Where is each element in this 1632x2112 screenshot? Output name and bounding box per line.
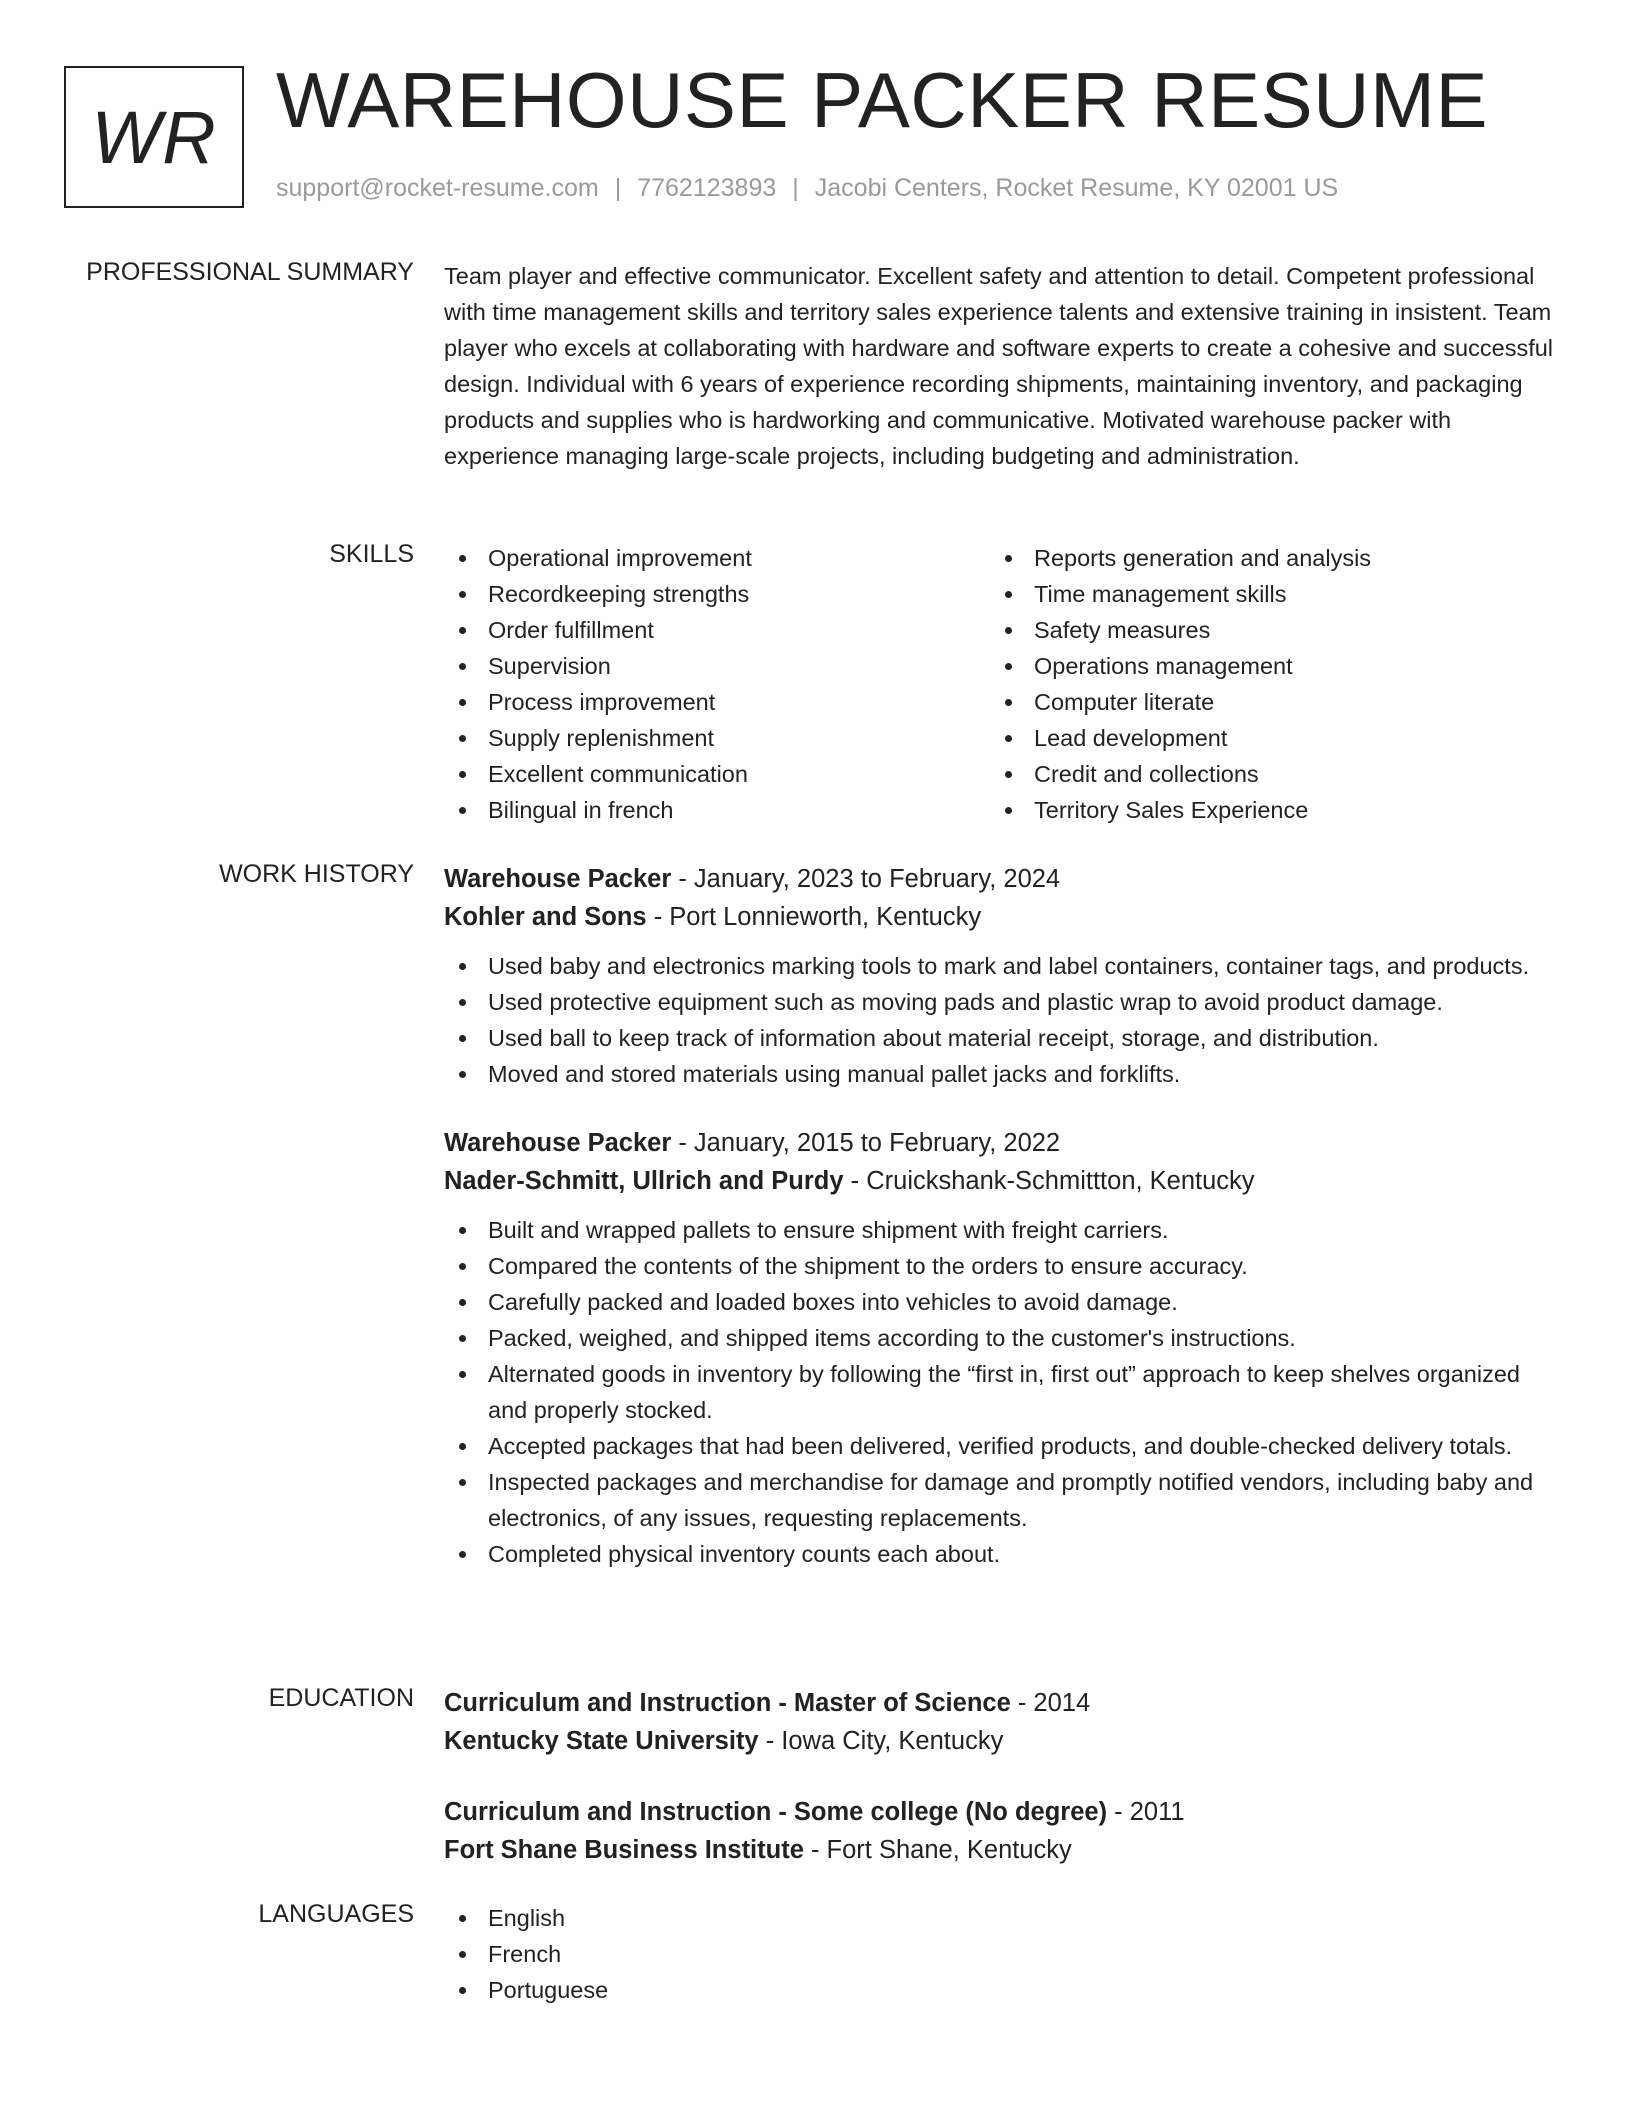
education-school-line <box>444 1831 1554 1869</box>
contact-separator: | <box>614 174 622 202</box>
skill-item: Credit and collections <box>990 756 1536 792</box>
contact-email[interactable]: support@rocket-resume.com <box>276 174 599 202</box>
skill-item: Process improvement <box>444 684 990 720</box>
education-degree-line <box>444 1684 1554 1722</box>
monogram-text: WR <box>91 95 217 179</box>
job-bullet: Accepted packages that had been delivered, verified products, and double-checked delivery totals. <box>444 1428 1554 1464</box>
languages-list <box>444 1900 1554 2008</box>
skill-item: Computer literate <box>990 684 1536 720</box>
job-title: Warehouse Packer <box>444 865 672 893</box>
contact-separator: | <box>792 174 799 202</box>
job-bullet: Compared the contents of the shipment to the orders to ensure accuracy. <box>444 1248 1554 1284</box>
job-company-line <box>444 1162 1554 1200</box>
job-bullet: Alternated goods in inventory by following the “first in, first out” approach to keep shelves organized and properly stocked. <box>444 1356 1554 1428</box>
job-bullet: Packed, weighed, and shipped items according to the customer's instructions. <box>444 1320 1554 1356</box>
language-item: French <box>444 1936 1554 1972</box>
job-location: - Port Lonnieworth, Kentucky <box>646 903 982 931</box>
job-company: Nader-Schmitt, Ullrich and Purdy <box>444 1167 844 1195</box>
job-dates: - January, 2023 to February, 2024 <box>671 865 1061 893</box>
education-entry <box>444 1684 1554 1760</box>
education-degree-line <box>444 1793 1554 1831</box>
job-company-line <box>444 898 1554 936</box>
skill-item: Supply replenishment <box>444 720 990 756</box>
education-entry <box>444 1793 1554 1869</box>
job-bullet: Inspected packages and merchandise for damage and promptly notified vendors, including baby and electronics, of any issues, requesting replacements. <box>444 1464 1554 1536</box>
education-year: - 2014 <box>1010 1689 1091 1717</box>
skill-item: Operational improvement <box>444 540 990 576</box>
job-bullets <box>444 948 1554 1092</box>
contact-phone[interactable]: 7762123893 <box>637 174 777 202</box>
education-degree: Curriculum and Instruction - Master of Science <box>444 1689 1011 1717</box>
job-bullet: Built and wrapped pallets to ensure shipment with freight carriers. <box>444 1212 1554 1248</box>
job-title-line <box>444 860 1554 898</box>
skills-list-left <box>444 540 990 828</box>
skill-item: Bilingual in french <box>444 792 990 828</box>
section-label: LANGUAGES <box>258 1900 414 1928</box>
skills-columns <box>444 540 1554 828</box>
education-location: - Iowa City, Kentucky <box>758 1727 1004 1755</box>
job-entry <box>444 860 1554 1092</box>
job-bullet: Used baby and electronics marking tools to mark and label containers, container tags, and products. <box>444 948 1554 984</box>
job-bullet: Completed physical inventory counts each about. <box>444 1536 1554 1572</box>
job-location: - Cruickshank-Schmittton, Kentucky <box>843 1167 1255 1195</box>
languages-body <box>444 1900 1554 2008</box>
education-school: Fort Shane Business Institute <box>444 1836 804 1864</box>
job-bullet: Used protective equipment such as moving pads and plastic wrap to avoid product damage. <box>444 984 1554 1020</box>
education-school: Kentucky State University <box>444 1727 759 1755</box>
job-entry <box>444 1124 1554 1572</box>
education-location: - Fort Shane, Kentucky <box>803 1836 1072 1864</box>
skill-item: Territory Sales Experience <box>990 792 1536 828</box>
job-bullets <box>444 1212 1554 1572</box>
job-title-line <box>444 1124 1554 1162</box>
job-bullet: Used ball to keep track of information about material receipt, storage, and distribution. <box>444 1020 1554 1056</box>
job-dates: - January, 2015 to February, 2022 <box>671 1129 1061 1157</box>
skills-list-right <box>990 540 1536 828</box>
summary-text: Team player and effective communicator. Excellent safety and attention to detail. Competent professional with time management skills and territory sales experience talents and extensive training in insistent. Team player who excels at collaborating with hardware and software experts to create a cohesive and successful design. Individual with 6 years of experience recording shipments, maintaining inventory, and packaging products and supplies who is hardworking and communicative. Motivated warehouse packer with experience managing large-scale projects, including budgeting and administration. <box>444 263 1554 469</box>
skill-item: Excellent communication <box>444 756 990 792</box>
job-title: Warehouse Packer <box>444 1129 672 1157</box>
monogram-logo <box>64 66 244 208</box>
contact-line <box>276 174 1338 203</box>
education-school-line <box>444 1722 1554 1760</box>
language-item: English <box>444 1900 1554 1936</box>
contact-address: Jacobi Centers, Rocket Resume, KY 02001 US <box>814 174 1339 202</box>
section-label: PROFESSIONAL SUMMARY <box>86 258 414 286</box>
job-bullet: Moved and stored materials using manual pallet jacks and forklifts. <box>444 1056 1554 1092</box>
skill-item: Lead development <box>990 720 1536 756</box>
resume-title: WAREHOUSE PACKER RESUME <box>276 56 1489 144</box>
skill-item: Supervision <box>444 648 990 684</box>
skill-item: Order fulfillment <box>444 612 990 648</box>
work-history-body <box>444 860 1554 1572</box>
job-bullet: Carefully packed and loaded boxes into vehicles to avoid damage. <box>444 1284 1554 1320</box>
education-year: - 2011 <box>1107 1798 1185 1826</box>
language-item: Portuguese <box>444 1972 1554 2008</box>
section-label: EDUCATION <box>268 1684 414 1712</box>
skill-item: Operations management <box>990 648 1536 684</box>
section-label: SKILLS <box>329 540 414 568</box>
skill-item: Recordkeeping strengths <box>444 576 990 612</box>
skill-item: Safety measures <box>990 612 1536 648</box>
section-label: WORK HISTORY <box>219 860 414 888</box>
skill-item: Reports generation and analysis <box>990 540 1536 576</box>
job-company: Kohler and Sons <box>444 903 647 931</box>
education-body <box>444 1684 1554 1869</box>
skill-item: Time management skills <box>990 576 1536 612</box>
education-degree: Curriculum and Instruction - Some college (No degree) <box>444 1798 1108 1826</box>
